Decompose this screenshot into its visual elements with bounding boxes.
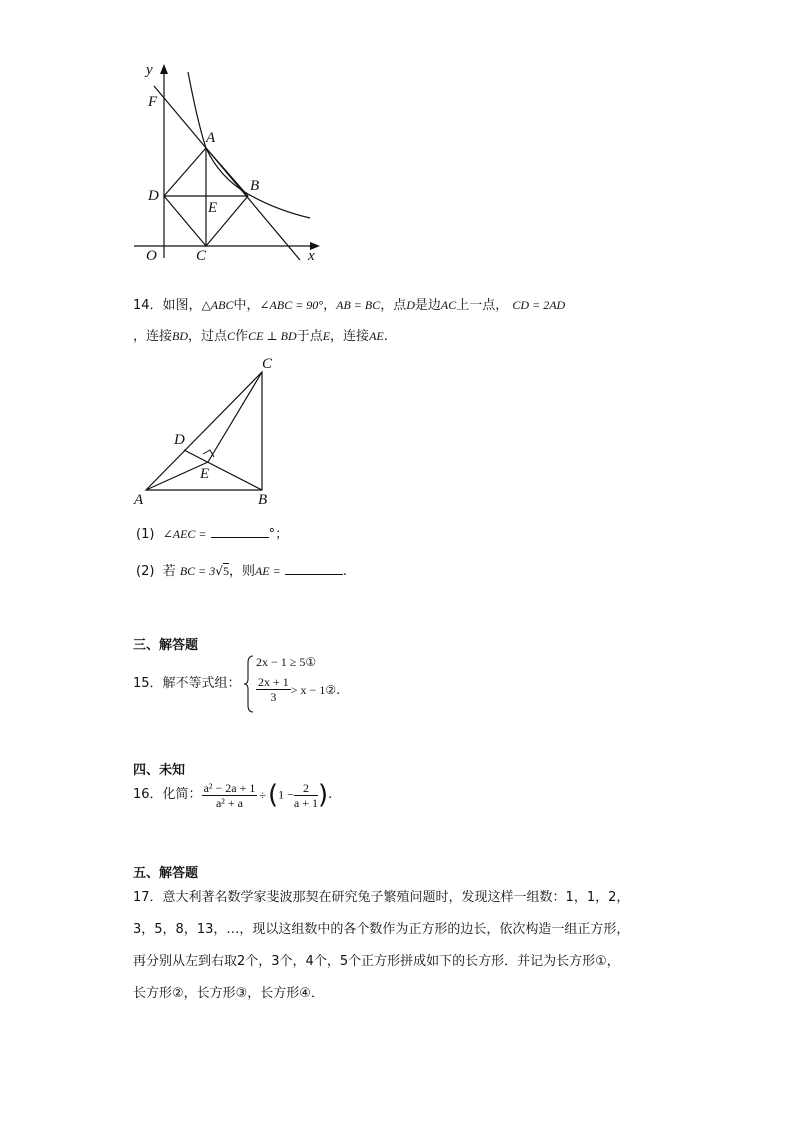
- q15-end: .: [336, 683, 341, 698]
- q16-end: .: [328, 787, 333, 802]
- sqrt-sign: √: [215, 564, 223, 578]
- sub2-number: (2): [136, 564, 155, 579]
- section-3-title: 三、解答题: [133, 638, 199, 653]
- q14-line1: [133, 296, 565, 315]
- q17-line-2: 3，5，8，13，…，现以这组数中的各个数作为正方形的边长，依次构造一组正方形，: [133, 922, 630, 937]
- sub1-unit: °；: [268, 527, 289, 542]
- q14-sub1: [136, 525, 288, 544]
- q16-denominator: a² + a: [215, 795, 243, 810]
- q14-line2: [133, 327, 388, 346]
- label-E: E: [208, 200, 218, 216]
- tri-label-E: E: [200, 466, 210, 482]
- q14-text: ，: [323, 298, 337, 313]
- q14-text: 于点: [296, 329, 323, 344]
- q14-seg-BD: BD: [172, 329, 189, 343]
- coordinate-figure-svg: [120, 60, 340, 270]
- sub2-answer-blank[interactable]: [285, 562, 343, 575]
- q14-angle: ∠ABC = 90°: [259, 298, 324, 312]
- line-FB: [154, 86, 300, 260]
- tri-label-B: B: [258, 492, 268, 508]
- label-F: F: [148, 94, 158, 110]
- label-x: x: [308, 248, 315, 264]
- sub2-end: .: [342, 564, 347, 579]
- q14-text: ，连接: [330, 329, 370, 344]
- segment-CE: [208, 372, 262, 462]
- sub1-answer-blank[interactable]: [211, 525, 269, 538]
- q16-inner-fraction: [294, 781, 318, 810]
- inequality-1: 2x − 1 ≥ 5①: [256, 655, 317, 669]
- segment-AE: [146, 462, 208, 490]
- label-A: A: [206, 130, 216, 146]
- brace-icon: [244, 655, 254, 713]
- sub2-if: 若: [162, 564, 176, 579]
- q15-prompt: [133, 675, 241, 693]
- q14-seg-AE: AE: [369, 329, 384, 343]
- q16-divide: ÷: [259, 787, 266, 802]
- tri-label-A: A: [134, 492, 144, 508]
- q14-text: ，过点: [188, 329, 228, 344]
- label-D: D: [148, 188, 159, 204]
- q14-seg-AC: AC: [440, 298, 457, 312]
- q14-triangle: △ABC: [201, 298, 234, 312]
- q16-inner-numerator: 2: [294, 781, 318, 796]
- tri-label-D: D: [174, 432, 185, 448]
- q14-sub2: [136, 562, 347, 581]
- q14-perpendicular: CE ⊥ BD: [248, 329, 297, 343]
- q16-fraction: [202, 781, 258, 810]
- label-C: C: [196, 248, 207, 264]
- q17-line-1: 17．意大利著名数学家斐波那契在研究兔子繁殖问题时，发现这样一组数：1，1，2，: [133, 890, 630, 905]
- sub2-ae: AE =: [254, 564, 281, 578]
- q14-text: 是边: [414, 298, 441, 313]
- label-O: O: [146, 248, 157, 264]
- triangle-figure: [128, 354, 288, 514]
- q14-text: 中，: [233, 298, 260, 313]
- q16-numerator: a² − 2a + 1: [203, 780, 256, 795]
- q16-inner-denominator: a + 1: [293, 795, 318, 810]
- sub2-radicand: 5: [222, 564, 229, 578]
- q14-text: 如图，: [162, 298, 202, 313]
- tri-label-C: C: [262, 356, 273, 372]
- q14-text: 作: [235, 329, 249, 344]
- q14-number: 14．: [133, 298, 163, 313]
- ineq2-numerator: 2x + 1: [258, 675, 289, 689]
- q16-number: 16．: [133, 787, 163, 802]
- q14-point-D: D: [406, 298, 415, 312]
- label-y: y: [146, 62, 153, 78]
- q14-point-E: E: [322, 329, 331, 343]
- section-5-title: 五、解答题: [133, 866, 199, 881]
- triangle-figure-svg: [128, 354, 288, 514]
- ineq2-rest: > x − 1②: [290, 683, 337, 697]
- q15-text: 解不等式组：: [162, 676, 241, 691]
- q14-equal-sides: AB = BC: [336, 298, 381, 312]
- q16-one-minus: 1 −: [278, 787, 294, 802]
- q16-paren-open: (: [267, 780, 279, 810]
- sub2-expression: BC = 3: [179, 564, 216, 578]
- q14-cd-ratio: CD = 2AD: [512, 298, 566, 312]
- section-4-title: 四、未知: [133, 763, 186, 778]
- q14-text: ，连接: [133, 329, 173, 344]
- q16-line: [133, 780, 332, 820]
- sub1-expression: ∠AEC =: [162, 527, 207, 541]
- q14-text: 上一点，: [456, 298, 509, 313]
- y-axis-arrow: [160, 64, 168, 74]
- q17-line-3: 再分别从左到右取2个，3个，4个，5个正方形拼成如下的长方形．并记为长方形①，: [133, 954, 620, 969]
- right-angle-mark: [203, 450, 214, 457]
- q15-system: [244, 655, 364, 713]
- sub1-number: (1): [136, 527, 155, 542]
- q15-number: 15．: [133, 676, 163, 691]
- ineq2-denominator: 3: [270, 690, 277, 704]
- q14-text: ，点: [380, 298, 407, 313]
- coordinate-figure: [120, 60, 340, 270]
- segment-BD: [184, 450, 262, 490]
- q16-paren-close: ): [317, 780, 329, 810]
- q17-line-4: 长方形②，长方形③，长方形④．: [133, 986, 324, 1001]
- inequality-2-fraction: [256, 675, 291, 704]
- q14-text: .: [383, 329, 388, 344]
- q16-text: 化简：: [162, 787, 202, 802]
- q14-point-C: C: [227, 329, 236, 343]
- inequality-2: [256, 675, 340, 704]
- label-B: B: [250, 178, 260, 194]
- sub2-then: ，则: [228, 564, 255, 579]
